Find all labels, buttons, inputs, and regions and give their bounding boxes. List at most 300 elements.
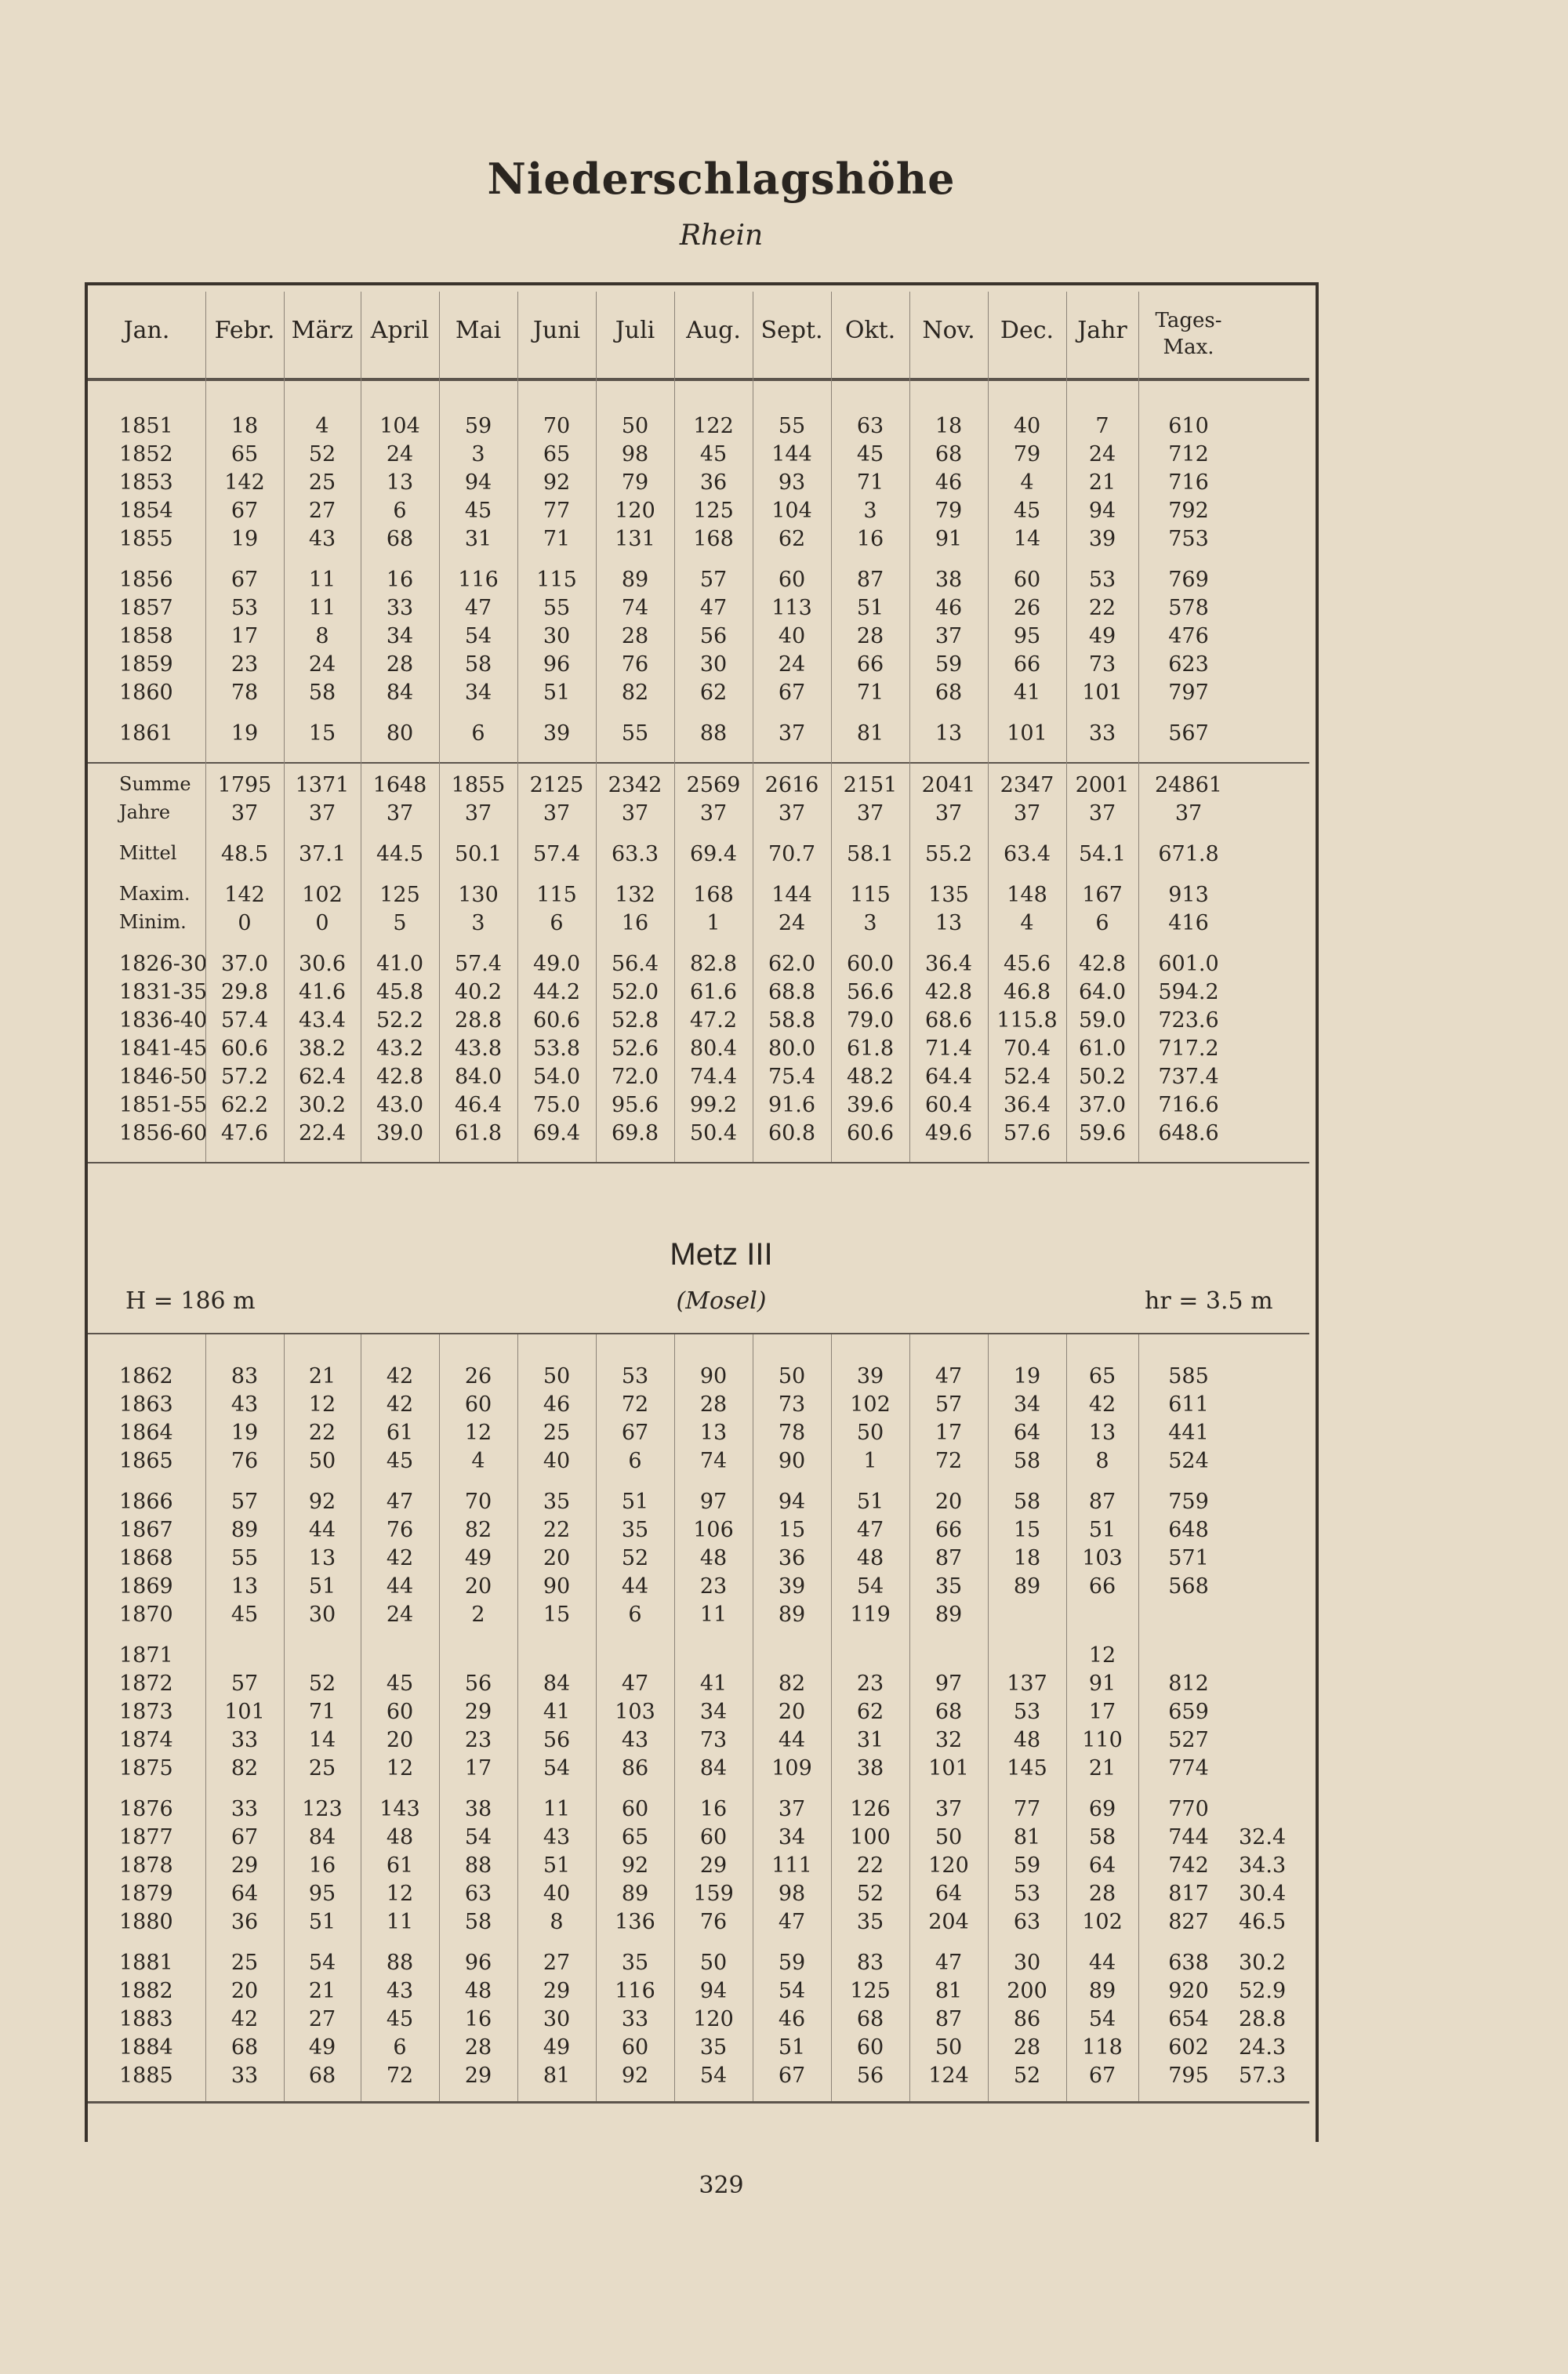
table-cell: 45 — [699, 442, 728, 466]
table-cell: 48.5 — [220, 842, 269, 866]
table-cell: 17 — [464, 1756, 492, 1781]
table-cell: 115 — [536, 568, 577, 592]
table-cell: 50 — [856, 1421, 884, 1445]
column-divider — [1066, 1334, 1067, 2101]
table-cell: 72 — [386, 2064, 414, 2088]
table-cell: 120 — [693, 2007, 734, 2031]
table-cell: 48 — [699, 1546, 728, 1570]
table-cell: 26 — [1013, 596, 1041, 620]
table-cell: 104 — [379, 414, 420, 438]
column-divider — [909, 292, 910, 1162]
table-cell: 33 — [230, 2064, 259, 2088]
table-cell: 84.0 — [454, 1065, 503, 1089]
table-cell: 37 — [856, 801, 884, 826]
table-cell: 37 — [935, 1797, 963, 1821]
table-cell: 64 — [1088, 1853, 1116, 1878]
table-cell: 29 — [543, 1979, 571, 2003]
table-cell: 594.2 — [1158, 980, 1219, 1004]
table-cell: 115.8 — [996, 1008, 1058, 1033]
table-cell: 20 — [464, 1574, 492, 1599]
table-cell: 52 — [1013, 2064, 1041, 2088]
table-cell: 23 — [230, 652, 259, 677]
section-rule — [88, 1333, 1309, 1334]
table-cell: 52.4 — [1003, 1065, 1051, 1089]
table-cell: 44 — [386, 1574, 414, 1599]
table-cell: 118 — [1082, 2035, 1123, 2060]
table-cell: 27 — [308, 499, 336, 523]
table-cell: 123 — [302, 1797, 343, 1821]
table-cell: 13 — [386, 470, 414, 495]
table-cell: 744 — [1168, 1825, 1209, 1849]
column-header: April — [370, 317, 430, 344]
table-cell: 89 — [1088, 1979, 1116, 2003]
column-divider — [517, 1334, 518, 2101]
table-cell: 63.4 — [1003, 842, 1051, 866]
table-cell: 67 — [230, 1825, 259, 1849]
table-cell: 61 — [386, 1853, 414, 1878]
row-label: 1863 — [119, 1392, 173, 1417]
table-cell: 67 — [230, 499, 259, 523]
table-cell: 81 — [1013, 1825, 1041, 1849]
column-divider — [831, 1334, 832, 2101]
table-cell: 51 — [856, 596, 884, 620]
table-cell: 29 — [464, 2064, 492, 2088]
table-cell: 65 — [543, 442, 571, 466]
table-cell: 47 — [386, 1490, 414, 1514]
table-cell: 52.8 — [611, 1008, 659, 1033]
table-cell: 52.6 — [611, 1036, 659, 1061]
table-cell: 648.6 — [1158, 1121, 1219, 1145]
table-cell: 64.0 — [1078, 980, 1127, 1004]
column-divider — [988, 292, 989, 1162]
table-cell: 43.2 — [376, 1036, 424, 1061]
table-cell: 29 — [699, 1853, 728, 1878]
table-cell: 16 — [386, 568, 414, 592]
table-cell: 2125 — [529, 773, 584, 797]
table-cell: 476 — [1168, 624, 1209, 648]
table-cell: 12 — [386, 1756, 414, 1781]
row-label: 1856 — [119, 568, 173, 592]
table-cell: 120 — [615, 499, 655, 523]
table-cell: 56 — [543, 1728, 571, 1752]
table-cell: 0 — [238, 911, 252, 935]
table-cell: 88 — [464, 1853, 492, 1878]
table-cell: 60.8 — [768, 1121, 816, 1145]
table-cell: 23 — [699, 1574, 728, 1599]
table-cell: 59.0 — [1078, 1008, 1127, 1033]
table-cell: 52 — [621, 1546, 649, 1570]
row-label: 1858 — [119, 624, 173, 648]
table-cell: 37 — [1088, 801, 1116, 826]
table-cell: 67 — [230, 568, 259, 592]
row-label: 1879 — [119, 1882, 173, 1906]
column-header: Juni — [532, 317, 581, 344]
table-cell: 578 — [1168, 596, 1209, 620]
table-cell: 47 — [464, 596, 492, 620]
table-cell: 36.4 — [1003, 1093, 1051, 1117]
table-cell: 58 — [464, 652, 492, 677]
table-cell: 46.4 — [454, 1093, 503, 1117]
table-cell: 81 — [935, 1979, 963, 2003]
table-cell: 30 — [699, 652, 728, 677]
row-label: Summe — [119, 773, 191, 795]
table-cell: 26 — [464, 1364, 492, 1388]
table-cell: 46 — [935, 470, 963, 495]
table-cell: 13 — [699, 1421, 728, 1445]
table-cell: 2001 — [1075, 773, 1130, 797]
table-cell: 159 — [693, 1882, 734, 1906]
table-cell: 42 — [230, 2007, 259, 2031]
table-cell: 795 — [1168, 2064, 1209, 2088]
table-cell: 95 — [308, 1882, 336, 1906]
column-divider — [831, 292, 832, 1162]
table-cell: 37 — [543, 801, 571, 826]
table-cell: 25 — [308, 470, 336, 495]
table-cell: 37 — [464, 801, 492, 826]
table-cell: 49.6 — [924, 1121, 973, 1145]
row-label: 1836-40 — [119, 1008, 208, 1033]
table-cell: 82 — [464, 1518, 492, 1542]
table-cell: 72 — [621, 1392, 649, 1417]
table-cell: 42 — [1088, 1392, 1116, 1417]
section2-title: Metz III — [670, 1237, 773, 1272]
table-cell: 65 — [230, 442, 259, 466]
table-cell: 67 — [621, 1421, 649, 1445]
table-cell: 124 — [928, 2064, 969, 2088]
table-cell: 87 — [935, 2007, 963, 2031]
row-label: 1865 — [119, 1449, 173, 1473]
table-cell: 792 — [1168, 499, 1209, 523]
table-cell: 24 — [386, 442, 414, 466]
table-cell: 69.4 — [689, 842, 738, 866]
table-cell: 67 — [778, 2064, 806, 2088]
table-cell: 28 — [464, 2035, 492, 2060]
row-label: 1859 — [119, 652, 173, 677]
table-cell: 61 — [386, 1421, 414, 1445]
table-cell: 87 — [1088, 1490, 1116, 1514]
table-cell: 130 — [458, 883, 499, 907]
table-cell: 56.6 — [846, 980, 895, 1004]
table-cell: 102 — [302, 883, 343, 907]
table-cell: 1371 — [295, 773, 350, 797]
table-cell: 70 — [543, 414, 571, 438]
table-cell: 50 — [699, 1951, 728, 1975]
table-cell: 80 — [386, 721, 414, 746]
table-cell: 79 — [935, 499, 963, 523]
table-cell: 33 — [621, 2007, 649, 2031]
table-cell: 60 — [464, 1392, 492, 1417]
table-cell: 81 — [543, 2064, 571, 2088]
column-divider — [205, 1334, 206, 2101]
table-cell: 67 — [1088, 2064, 1116, 2088]
table-cell: 62 — [856, 1700, 884, 1724]
table-cell: 18 — [1013, 1546, 1041, 1570]
table-cell: 38 — [935, 568, 963, 592]
table-cell: 32.4 — [1239, 1825, 1287, 1849]
table-cell: 48 — [464, 1979, 492, 2003]
table-cell: 43 — [543, 1825, 571, 1849]
table-cell: 70 — [464, 1490, 492, 1514]
table-cell: 659 — [1168, 1700, 1209, 1724]
row-label: 1870 — [119, 1603, 173, 1627]
table-cell: 54 — [699, 2064, 728, 2088]
table-cell: 28 — [621, 624, 649, 648]
table-cell: 11 — [308, 596, 336, 620]
table-cell: 79.0 — [846, 1008, 895, 1033]
table-cell: 11 — [308, 568, 336, 592]
table-cell: 13 — [1088, 1421, 1116, 1445]
table-cell: 57 — [935, 1392, 963, 1417]
table-cell: 35 — [543, 1490, 571, 1514]
row-label: Minim. — [119, 911, 187, 933]
table-cell: 47.2 — [689, 1008, 738, 1033]
table-cell: 57 — [230, 1490, 259, 1514]
table-cell: 50 — [935, 2035, 963, 2060]
row-label: 1862 — [119, 1364, 173, 1388]
table-cell: 103 — [1082, 1546, 1123, 1570]
table-cell: 43 — [230, 1392, 259, 1417]
column-divider — [284, 1334, 285, 2101]
table-cell: 66 — [856, 652, 884, 677]
table-cell: 41 — [543, 1700, 571, 1724]
table-cell: 28.8 — [454, 1008, 503, 1033]
table-cell: 60 — [621, 2035, 649, 2060]
table-cell: 89 — [778, 1603, 806, 1627]
table-cell: 71 — [543, 527, 571, 551]
page-number: 329 — [699, 2172, 744, 2199]
table-cell: 57 — [230, 1672, 259, 1696]
table-cell: 50.2 — [1078, 1065, 1127, 1089]
column-divider — [596, 1334, 597, 2101]
table-cell: 37 — [621, 801, 649, 826]
table-cell: 53 — [621, 1364, 649, 1388]
table-cell: 15 — [1013, 1518, 1041, 1542]
table-cell: 20 — [230, 1979, 259, 2003]
table-cell: 52 — [856, 1882, 884, 1906]
table-cell: 60 — [699, 1825, 728, 1849]
table-cell: 40.2 — [454, 980, 503, 1004]
table-cell: 30 — [543, 624, 571, 648]
table-cell: 25 — [543, 1421, 571, 1445]
table-cell: 817 — [1168, 1882, 1209, 1906]
table-cell: 142 — [224, 470, 265, 495]
table-cell: 30.6 — [298, 952, 347, 976]
table-cell: 99.2 — [689, 1093, 738, 1117]
table-cell: 92 — [543, 470, 571, 495]
table-cell: 57.6 — [1003, 1121, 1051, 1145]
table-cell: 712 — [1168, 442, 1209, 466]
table-cell: 84 — [699, 1756, 728, 1781]
table-cell: 71.4 — [924, 1036, 973, 1061]
bottom-rule — [88, 2101, 1309, 2104]
row-label: 1885 — [119, 2064, 173, 2088]
table-cell: 42 — [386, 1546, 414, 1570]
row-label: 1831-35 — [119, 980, 208, 1004]
table-cell: 58.8 — [768, 1008, 816, 1033]
table-cell: 6 — [393, 2035, 407, 2060]
column-header: Sept. — [760, 317, 823, 344]
table-cell: 88 — [386, 1951, 414, 1975]
page-subtitle: Rhein — [679, 220, 764, 252]
table-cell: 671.8 — [1158, 842, 1219, 866]
table-cell: 3 — [471, 911, 485, 935]
table-cell: 47 — [935, 1364, 963, 1388]
table-cell: 45.8 — [376, 980, 424, 1004]
table-cell: 47.6 — [220, 1121, 269, 1145]
table-cell: 125 — [379, 883, 420, 907]
row-label: 1826-30 — [119, 952, 208, 976]
table-cell: 143 — [379, 1797, 420, 1821]
table-cell: 51 — [621, 1490, 649, 1514]
table-cell: 3 — [863, 911, 877, 935]
table-cell: 648 — [1168, 1518, 1209, 1542]
table-cell: 50.4 — [689, 1121, 738, 1145]
table-cell: 56.4 — [611, 952, 659, 976]
table-cell: 101 — [224, 1700, 265, 1724]
table-cell: 22.4 — [298, 1121, 347, 1145]
table-cell: 64 — [230, 1882, 259, 1906]
table-cell: 48 — [386, 1825, 414, 1849]
table-cell: 55 — [621, 721, 649, 746]
table-cell: 737.4 — [1158, 1065, 1219, 1089]
table-cell: 770 — [1168, 1797, 1209, 1821]
table-cell: 70.4 — [1003, 1036, 1051, 1061]
column-divider — [439, 1334, 440, 2101]
table-cell: 18 — [230, 414, 259, 438]
table-cell: 50 — [778, 1364, 806, 1388]
row-label: 1883 — [119, 2007, 173, 2031]
table-cell: 19 — [230, 1421, 259, 1445]
table-cell: 64 — [1013, 1421, 1041, 1445]
table-cell: 49.0 — [532, 952, 581, 976]
table-cell: 60 — [621, 1797, 649, 1821]
table-cell: 103 — [615, 1700, 655, 1724]
table-cell: 87 — [935, 1546, 963, 1570]
table-cell: 84 — [543, 1672, 571, 1696]
table-cell: 30.2 — [298, 1093, 347, 1117]
table-cell: 43 — [386, 1979, 414, 2003]
table-cell: 86 — [621, 1756, 649, 1781]
table-cell: 37 — [308, 801, 336, 826]
table-cell: 75.4 — [768, 1065, 816, 1089]
table-cell: 204 — [928, 1910, 969, 1934]
row-label: 1867 — [119, 1518, 173, 1542]
table-cell: 59 — [464, 414, 492, 438]
table-cell: 80.4 — [689, 1036, 738, 1061]
table-cell: 42 — [386, 1364, 414, 1388]
table-cell: 49 — [464, 1546, 492, 1570]
column-header: Febr. — [214, 317, 275, 344]
table-cell: 148 — [1007, 883, 1047, 907]
table-cell: 654 — [1168, 2007, 1209, 2031]
table-cell: 54.0 — [532, 1065, 581, 1089]
table-cell: 30.4 — [1239, 1882, 1287, 1906]
table-cell: 97 — [699, 1490, 728, 1514]
table-cell: 50 — [308, 1449, 336, 1473]
table-cell: 1 — [863, 1449, 877, 1473]
row-label: 1864 — [119, 1421, 173, 1445]
table-cell: 45 — [464, 499, 492, 523]
table-cell: 57.4 — [454, 952, 503, 976]
table-cell: 53 — [230, 596, 259, 620]
row-label: 1881 — [119, 1951, 173, 1975]
table-cell: 41.0 — [376, 952, 424, 976]
table-cell: 16 — [308, 1853, 336, 1878]
table-cell: 65 — [621, 1825, 649, 1849]
table-cell: 68 — [935, 442, 963, 466]
table-cell: 37 — [778, 1797, 806, 1821]
table-cell: 34 — [464, 681, 492, 705]
table-cell: 44 — [1088, 1951, 1116, 1975]
table-cell: 37 — [778, 721, 806, 746]
row-label: 1860 — [119, 681, 173, 705]
table-cell: 57.4 — [532, 842, 581, 866]
table-cell: 94 — [699, 1979, 728, 2003]
table-cell: 63 — [856, 414, 884, 438]
table-cell: 3 — [863, 499, 877, 523]
table-cell: 89 — [621, 568, 649, 592]
table-cell: 132 — [615, 883, 655, 907]
table-cell: 55 — [230, 1546, 259, 1570]
table-cell: 137 — [1007, 1672, 1047, 1696]
table-cell: 50 — [621, 414, 649, 438]
column-header: Max. — [1163, 336, 1214, 359]
table-cell: 1855 — [451, 773, 506, 797]
table-cell: 76 — [230, 1449, 259, 1473]
table-cell: 135 — [928, 883, 969, 907]
table-cell: 145 — [1007, 1756, 1047, 1781]
table-cell: 89 — [935, 1603, 963, 1627]
row-label: 1846-50 — [119, 1065, 208, 1089]
table-cell: 60 — [856, 2035, 884, 2060]
table-cell: 77 — [543, 499, 571, 523]
table-cell: 13 — [230, 1574, 259, 1599]
table-cell: 74 — [621, 596, 649, 620]
table-cell: 638 — [1168, 1951, 1209, 1975]
table-cell: 60 — [778, 568, 806, 592]
table-cell: 24861 — [1155, 773, 1222, 797]
table-cell: 28 — [699, 1392, 728, 1417]
table-cell: 142 — [224, 883, 265, 907]
table-cell: 35 — [699, 2035, 728, 2060]
table-cell: 38.2 — [298, 1036, 347, 1061]
table-cell: 57.2 — [220, 1065, 269, 1089]
table-cell: 131 — [615, 527, 655, 551]
row-label: 1872 — [119, 1672, 173, 1696]
table-cell: 67 — [778, 681, 806, 705]
table-cell: 68.8 — [768, 980, 816, 1004]
table-cell: 11 — [699, 1603, 728, 1627]
table-cell: 15 — [778, 1518, 806, 1542]
row-label: 1855 — [119, 527, 173, 551]
table-cell: 21 — [1088, 1756, 1116, 1781]
table-cell: 32 — [935, 1728, 963, 1752]
table-cell: 717.2 — [1158, 1036, 1219, 1061]
table-cell: 37 — [1013, 801, 1041, 826]
table-cell: 45 — [1013, 499, 1041, 523]
column-header: Nov. — [922, 317, 975, 344]
table-cell: 601.0 — [1158, 952, 1219, 976]
table-cell: 119 — [850, 1603, 891, 1627]
table-cell: 62 — [699, 681, 728, 705]
row-label: 1874 — [119, 1728, 173, 1752]
table-cell: 2616 — [764, 773, 819, 797]
table-cell: 91 — [1088, 1672, 1116, 1696]
table-cell: 68 — [230, 2035, 259, 2060]
table-cell: 40 — [1013, 414, 1041, 438]
table-cell: 115 — [850, 883, 891, 907]
table-cell: 62.4 — [298, 1065, 347, 1089]
